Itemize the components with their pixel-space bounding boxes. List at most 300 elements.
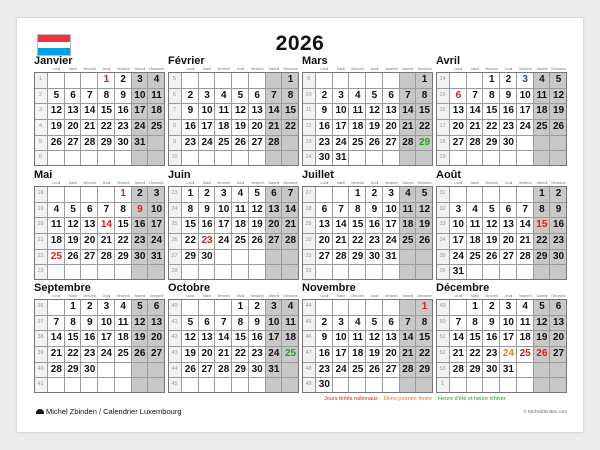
day-cell: 18 <box>352 348 364 359</box>
day-cell: 30 <box>134 250 146 262</box>
weekday-label: Dimanche <box>283 181 298 185</box>
week-number: 2 <box>38 91 43 98</box>
day-cell: 7 <box>53 316 60 328</box>
day-cell: 2 <box>187 89 194 101</box>
day-cell: 18 <box>402 219 414 231</box>
day-cell: 28 <box>402 363 414 375</box>
day-cell: 21 <box>50 348 62 359</box>
day-cell: 10 <box>218 203 230 215</box>
weekday-label: Lundi <box>186 181 195 185</box>
day-cell: 25 <box>150 121 163 132</box>
day-cell: 8 <box>103 89 110 101</box>
day-cell: 21 <box>284 219 297 231</box>
day-cell: 1 <box>539 188 545 199</box>
day-cell: 8 <box>488 89 495 101</box>
day-cell: 4 <box>354 316 361 328</box>
day-cell: 29 <box>418 136 431 148</box>
week-number: 40 <box>37 365 44 372</box>
day-cell: 12 <box>486 219 498 231</box>
week-number: 5 <box>172 76 177 82</box>
day-cell: 19 <box>368 348 380 359</box>
week-number: 30 <box>305 237 312 243</box>
day-cell: 1 <box>421 74 428 85</box>
day-cell: 12 <box>418 203 431 215</box>
day-cell: 16 <box>502 105 514 117</box>
day-cell: 7 <box>103 203 110 215</box>
day-cell: 14 <box>402 332 414 344</box>
day-cell: 16 <box>84 332 96 344</box>
day-cell: 3 <box>338 316 344 328</box>
day-cell: 11 <box>402 203 414 215</box>
day-cell: 19 <box>418 219 431 231</box>
weekday-label: Samedi <box>134 294 146 298</box>
day-cell: 21 <box>268 121 280 132</box>
week-number: 18 <box>37 190 44 196</box>
month-grid <box>302 72 433 166</box>
day-cell: 25 <box>469 250 481 262</box>
day-cell: 30 <box>368 250 380 262</box>
day-cell: 9 <box>488 316 495 328</box>
day-cell: 11 <box>51 219 62 231</box>
day-cell: 25 <box>536 121 548 132</box>
day-cell: 14 <box>84 105 96 117</box>
day-cell: 4 <box>522 301 528 312</box>
day-cell: 10 <box>268 316 280 328</box>
day-cell: 6 <box>204 316 210 328</box>
author-logo-icon <box>36 409 44 414</box>
day-cell: 20 <box>84 235 96 246</box>
day-cell: 12 <box>50 105 62 117</box>
week-number: 3 <box>38 107 43 114</box>
day-cell: 5 <box>539 301 545 312</box>
day-cell: 30 <box>201 250 213 262</box>
weekday-label: Mercredi <box>217 67 230 71</box>
day-cell: 11 <box>151 89 162 101</box>
day-cell: 27 <box>318 250 330 262</box>
day-cell: 19 <box>234 121 246 132</box>
weekday-label: Dimanche <box>283 67 298 71</box>
day-cell: 4 <box>405 188 411 199</box>
weekday-label: Vendredi <box>116 181 130 185</box>
author-credit <box>36 407 182 416</box>
day-cell: 27 <box>552 348 565 359</box>
day-cell: 24 <box>268 348 280 359</box>
day-cell: 15 <box>486 105 498 117</box>
day-cell: 26 <box>184 363 196 375</box>
week-number: 28 <box>171 268 178 275</box>
week-number: 10 <box>171 154 178 161</box>
month-grid <box>436 72 567 166</box>
legend <box>324 396 569 402</box>
weekday-label: Mardi <box>69 67 78 71</box>
month-name: Avril <box>436 55 461 67</box>
month-name: Juillet <box>302 169 334 181</box>
day-cell: 22 <box>469 348 481 359</box>
week-number: 19 <box>439 154 446 161</box>
weekday-label: Vendredi <box>384 294 398 298</box>
month-name: Novembre <box>302 282 356 294</box>
weekday-label: Jeudi <box>370 181 379 185</box>
day-cell: 17 <box>218 219 230 231</box>
day-cell: 18 <box>234 219 246 231</box>
week-number: 31 <box>305 252 312 259</box>
day-cell: 9 <box>555 203 562 215</box>
weekday-label: Lundi <box>454 181 463 185</box>
day-cell: 26 <box>368 363 380 375</box>
week-number: 32 <box>439 205 446 212</box>
day-cell: 20 <box>268 219 280 231</box>
weekday-label: Dimanche <box>149 294 164 298</box>
day-cell: 28 <box>50 363 62 375</box>
day-cell: 3 <box>153 188 160 199</box>
day-cell: 24 <box>201 136 213 148</box>
weekday-label: Vendredi <box>384 181 398 185</box>
day-cell: 11 <box>218 105 230 117</box>
day-cell: 21 <box>402 121 414 132</box>
weekday-label: Dimanche <box>283 294 298 298</box>
day-cell: 28 <box>469 136 481 148</box>
day-cell: 12 <box>134 316 146 328</box>
day-cell: 13 <box>268 203 280 215</box>
day-cell: 6 <box>505 203 512 215</box>
day-cell: 23 <box>117 121 129 132</box>
weekday-label: Mercredi <box>83 181 96 185</box>
day-cell: 31 <box>150 250 163 262</box>
day-cell: 4 <box>153 74 160 85</box>
month-name: Janvier <box>34 55 73 67</box>
week-number: 52 <box>439 350 446 356</box>
day-cell: 18 <box>150 105 163 117</box>
day-cell: 31 <box>268 363 280 375</box>
day-cell: 16 <box>486 332 498 344</box>
legend-daylight-saving: Heure d'été et heure d'hiver <box>438 396 506 402</box>
day-cell: 13 <box>552 316 565 328</box>
day-cell: 5 <box>371 89 378 101</box>
day-cell: 2 <box>86 301 93 312</box>
day-cell: 21 <box>402 348 414 359</box>
day-cell: 31 <box>385 250 397 262</box>
week-number: 14 <box>439 76 446 82</box>
day-cell: 29 <box>486 136 498 148</box>
day-cell: 23 <box>486 348 498 359</box>
day-cell: 29 <box>418 363 431 375</box>
day-cell: 21 <box>218 348 230 359</box>
week-number: 27 <box>305 190 312 196</box>
day-cell: 9 <box>321 105 328 117</box>
weekday-label: Lundi <box>454 294 463 298</box>
day-cell: 3 <box>455 203 462 215</box>
day-cell: 10 <box>502 316 514 328</box>
weekday-label: Mardi <box>337 181 346 185</box>
copyright: © MichelZbinden.com <box>523 409 567 414</box>
day-cell: 27 <box>452 136 464 148</box>
month-grid <box>168 72 299 166</box>
weekday-label: Vendredi <box>116 67 130 71</box>
week-number: 42 <box>171 334 178 341</box>
day-cell: 4 <box>539 74 545 85</box>
weekday-label: Jeudi <box>236 294 245 298</box>
weekday-label: Mercredi <box>83 67 96 71</box>
day-cell: 28 <box>268 136 280 148</box>
weekday-label: Mercredi <box>351 294 364 298</box>
weekday-label: Vendredi <box>518 181 532 185</box>
day-cell: 4 <box>354 89 361 101</box>
day-cell: 24 <box>150 235 163 246</box>
day-cell: 16 <box>117 105 129 117</box>
day-cell: 3 <box>103 301 110 312</box>
month-name: Août <box>436 169 462 181</box>
day-cell: 14 <box>50 332 62 344</box>
day-cell: 31 <box>335 152 347 164</box>
day-cell: 6 <box>86 203 93 215</box>
weekday-label: Jeudi <box>236 181 245 185</box>
day-cell: 17 <box>134 105 146 117</box>
day-cell: 27 <box>385 363 397 375</box>
day-cell: 13 <box>150 316 163 328</box>
weekday-label: Jeudi <box>504 294 513 298</box>
day-cell: 8 <box>421 316 428 328</box>
day-cell: 10 <box>100 316 112 328</box>
day-cell: 24 <box>134 121 146 132</box>
day-cell: 23 <box>251 348 263 359</box>
week-number: 45 <box>305 318 312 325</box>
day-cell: 15 <box>418 332 431 344</box>
weekday-label: Mercredi <box>217 181 230 185</box>
day-cell: 5 <box>137 301 143 312</box>
day-cell: 20 <box>502 235 514 246</box>
day-cell: 6 <box>388 316 394 328</box>
day-cell: 11 <box>469 219 481 231</box>
day-cell: 30 <box>502 136 514 148</box>
day-cell: 29 <box>234 363 246 375</box>
day-cell: 30 <box>84 363 96 375</box>
day-cell: 6 <box>555 301 562 312</box>
day-cell: 31 <box>502 363 514 375</box>
day-cell: 1 <box>421 301 428 312</box>
day-cell: 16 <box>552 219 565 231</box>
day-cell: 6 <box>388 89 394 101</box>
week-number: 23 <box>171 190 178 196</box>
day-cell: 2 <box>555 188 562 199</box>
day-cell: 9 <box>321 332 328 344</box>
day-cell: 19 <box>251 219 263 231</box>
day-cell: 16 <box>318 348 330 359</box>
day-cell: 19 <box>134 332 146 344</box>
day-cell: 18 <box>536 105 548 117</box>
day-cell: 19 <box>368 121 380 132</box>
day-cell: 21 <box>84 121 96 132</box>
week-number: 11 <box>305 107 312 114</box>
day-cell: 14 <box>335 219 347 231</box>
week-number: 9 <box>306 76 311 82</box>
weekday-label: Lundi <box>320 181 329 185</box>
day-cell: 26 <box>134 348 146 359</box>
day-cell: 28 <box>335 250 347 262</box>
week-number: 1 <box>38 76 43 82</box>
week-number: 50 <box>439 318 446 325</box>
month-name: Septembre <box>34 282 91 294</box>
day-cell: 9 <box>187 105 194 117</box>
week-number: 23 <box>37 268 44 275</box>
day-cell: 22 <box>234 348 246 359</box>
weekday-label: Samedi <box>268 294 280 298</box>
day-cell: 23 <box>184 136 196 148</box>
month-grid <box>168 186 299 280</box>
week-number: 44 <box>171 365 178 372</box>
day-cell: 10 <box>385 203 397 215</box>
weekday-label: Mardi <box>203 67 212 71</box>
day-cell: 28 <box>452 363 464 375</box>
day-cell: 10 <box>150 203 163 215</box>
day-cell: 22 <box>418 348 431 359</box>
day-cell: 21 <box>335 235 347 246</box>
weekday-label: Samedi <box>134 67 146 71</box>
day-cell: 20 <box>385 348 397 359</box>
month-name: Décembre <box>436 282 490 294</box>
day-cell: 15 <box>234 332 246 344</box>
day-cell: 21 <box>469 121 481 132</box>
day-cell: 13 <box>502 219 514 231</box>
day-cell: 24 <box>519 121 531 132</box>
weekday-label: Samedi <box>536 294 548 298</box>
weekday-label: Vendredi <box>116 294 130 298</box>
day-cell: 14 <box>452 332 464 344</box>
weekday-label: Lundi <box>320 294 329 298</box>
day-cell: 9 <box>505 89 512 101</box>
day-cell: 22 <box>100 121 112 132</box>
week-number: 8 <box>172 123 177 129</box>
day-cell: 22 <box>536 235 548 246</box>
day-cell: 13 <box>84 219 96 231</box>
day-cell: 20 <box>150 332 163 344</box>
day-cell: 29 <box>117 250 129 262</box>
week-number: 29 <box>305 221 312 228</box>
weekday-label: Dimanche <box>551 294 566 298</box>
day-cell: 12 <box>368 105 380 117</box>
weekday-label: Mardi <box>337 294 346 298</box>
weekday-label: Dimanche <box>551 181 566 185</box>
day-cell: 9 <box>137 203 143 215</box>
day-cell: 8 <box>187 203 194 215</box>
day-cell: 12 <box>552 89 565 101</box>
day-cell: 4 <box>237 188 244 199</box>
day-cell: 20 <box>251 121 263 132</box>
day-cell: 14 <box>218 332 230 344</box>
day-cell: 26 <box>368 136 380 148</box>
day-cell: 17 <box>452 235 464 246</box>
day-cell: 24 <box>218 235 230 246</box>
day-cell: 11 <box>352 332 364 344</box>
day-cell: 27 <box>502 250 514 262</box>
week-number: 27 <box>171 252 178 259</box>
day-cell: 26 <box>486 250 498 262</box>
week-number: 38 <box>37 334 44 341</box>
weekday-label: Vendredi <box>518 67 532 71</box>
author-text: Michel Zbinden / Calendrier Luxembourg <box>46 407 182 416</box>
day-cell: 20 <box>201 348 213 359</box>
day-cell: 16 <box>134 219 146 231</box>
day-cell: 30 <box>318 379 330 391</box>
weekday-label: Mardi <box>69 181 78 185</box>
day-cell: 3 <box>220 188 227 199</box>
weekday-label: Jeudi <box>504 67 513 71</box>
day-cell: 3 <box>137 74 143 85</box>
day-cell: 28 <box>100 250 112 262</box>
day-cell: 21 <box>100 235 112 246</box>
day-cell: 1 <box>103 74 110 85</box>
day-cell: 12 <box>536 316 548 328</box>
day-cell: 10 <box>201 105 213 117</box>
week-number: 20 <box>37 221 44 228</box>
day-cell: 14 <box>469 105 481 117</box>
week-number: 6 <box>38 154 43 161</box>
weekday-label: Samedi <box>268 67 280 71</box>
day-cell: 7 <box>86 89 93 101</box>
week-number: 40 <box>171 303 178 309</box>
day-cell: 2 <box>254 301 260 312</box>
day-cell: 11 <box>117 316 129 328</box>
weekday-label: Mercredi <box>83 294 96 298</box>
weekday-label: Samedi <box>402 294 414 298</box>
day-cell: 25 <box>352 136 364 148</box>
day-cell: 19 <box>536 332 548 344</box>
day-cell: 3 <box>388 188 394 199</box>
day-cell: 6 <box>271 188 277 199</box>
weekday-label: Dimanche <box>551 67 566 71</box>
weekday-label: Jeudi <box>370 294 379 298</box>
day-cell: 3 <box>271 301 277 312</box>
day-cell: 25 <box>352 363 364 375</box>
day-cell: 19 <box>552 105 565 117</box>
day-cell: 1 <box>187 188 194 199</box>
day-cell: 8 <box>354 203 361 215</box>
week-number: 28 <box>305 205 312 212</box>
day-cell: 18 <box>469 235 481 246</box>
day-cell: 8 <box>421 89 428 101</box>
day-cell: 7 <box>271 89 277 101</box>
day-cell: 20 <box>385 121 397 132</box>
weekday-label: Jeudi <box>102 294 111 298</box>
day-cell: 30 <box>552 250 565 262</box>
week-number: 37 <box>37 318 44 325</box>
day-cell: 15 <box>284 105 297 117</box>
week-number: 15 <box>439 91 446 98</box>
day-cell: 31 <box>134 136 146 148</box>
day-cell: 30 <box>117 136 129 148</box>
month-name: Mai <box>34 169 53 181</box>
day-cell: 18 <box>117 332 129 344</box>
day-cell: 22 <box>284 121 297 132</box>
month-name: Mars <box>302 55 328 67</box>
day-cell: 25 <box>402 235 414 246</box>
day-cell: 9 <box>371 203 378 215</box>
calendar-sheet <box>17 18 583 432</box>
month-name: Février <box>168 55 205 67</box>
weekday-label: Vendredi <box>518 294 532 298</box>
day-cell: 17 <box>385 219 397 231</box>
week-number: 14 <box>305 154 312 161</box>
day-cell: 5 <box>421 188 428 199</box>
week-number: 39 <box>37 350 44 356</box>
day-cell: 11 <box>285 316 296 328</box>
week-number: 36 <box>439 268 446 275</box>
day-cell: 3 <box>204 89 210 101</box>
week-number: 16 <box>439 107 446 114</box>
day-cell: 28 <box>402 136 414 148</box>
day-cell: 8 <box>237 316 244 328</box>
week-number: 21 <box>37 237 44 243</box>
weekday-label: Mercredi <box>485 67 498 71</box>
